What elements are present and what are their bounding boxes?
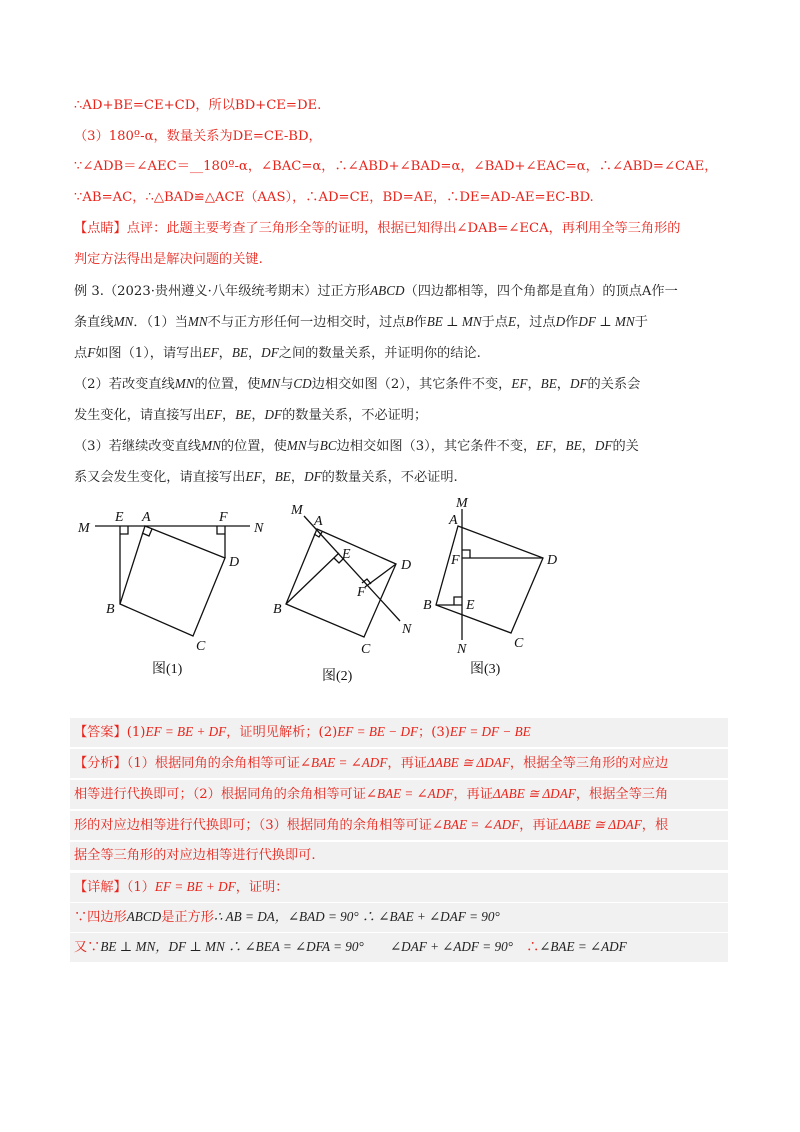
fig2-label-m: M: [291, 503, 303, 518]
fig3-right-angle-f: [462, 550, 470, 558]
fig1-label-m: M: [78, 521, 90, 536]
fig1-label-b: B: [106, 602, 115, 617]
solution-line-1: ∴AD+BE=CE+CD，所以BD+CE=DE.: [74, 98, 322, 113]
comment-line-2: 判定方法得出是解决问题的关键.: [74, 252, 263, 267]
solution-line-4: ∵AB=AC，∴△BAD≌△ACE（AAS），∴AD=CE，BD=AE，∴DE=AD-AE=EC-BD.: [74, 190, 594, 205]
fig1-label-f: F: [219, 510, 228, 525]
problem-line-5: 发生变化，请直接写出EF，BE，DF的数量关系，不必证明；: [74, 407, 428, 423]
fig2-label-a: A: [314, 514, 323, 529]
fig2-label-b: B: [273, 602, 282, 617]
solution-line-3: ∵∠ADB＝∠AEC＝__180º-α，∠BAC=α，∴∠ABD+∠BAD=α，∠BAD+∠EAC=α，∴∠ABD=∠CAE，: [74, 159, 718, 174]
fig3-label-e: E: [466, 598, 475, 613]
fig1-square: [120, 526, 225, 636]
fig2-label-n: N: [402, 622, 412, 637]
fig1-right-angle-f: [217, 526, 225, 534]
fig3-label-n: N: [457, 642, 467, 657]
fig2-line-mn: [304, 516, 400, 621]
problem-line-6: （3）若继续改变直线MN的位置，使MN与BC边相交如图（3），其它条件不变，EF，BE，DF的关: [74, 438, 639, 454]
fig1-caption: 图(1): [152, 662, 183, 677]
fig2-be: [286, 553, 339, 604]
problem-line-2: 条直线MN．（1）当MN不与正方形任何一边相交时，过点B作BE ⊥ MN于点E，过点D作DF ⊥ MN于: [74, 314, 648, 330]
fig2-right-angle-f: [362, 579, 371, 584]
fig3-right-angle-e: [454, 597, 462, 605]
fig1-right-angle-e: [120, 526, 128, 534]
analysis-line-3: 形的对应边相等进行代换即可；（3）根据同角的余角相等可证∠BAE = ∠ADF，再证ΔABE ≅ ΔDAF，根: [70, 811, 728, 840]
detail-line-2: ∵四边形ABCD是正方形∴ AB = DA，∠BAD = 90° ∴ ∠BAE + ∠DAF = 90°: [70, 903, 728, 932]
detail-line-3: 又∵BE ⊥ MN，DF ⊥ MN ∴ ∠BEA = ∠DFA = 90° ∠DAF + ∠ADF = 90° ∴∠BAE = ∠ADF: [70, 933, 728, 962]
fig2-label-e: E: [342, 547, 351, 562]
fig3-label-d: D: [547, 553, 558, 568]
fig1-label-a: A: [142, 510, 151, 525]
fig2-caption: 图(2): [322, 669, 353, 684]
fig3-caption: 图(3): [470, 662, 501, 677]
fig1-label-e: E: [115, 510, 124, 525]
solution-line-2: （3）180º-α，数量关系为DE=CE-BD，: [74, 129, 322, 144]
problem-line-3: 点F如图（1），请写出EF，BE，DF之间的数量关系，并证明你的结论.: [74, 345, 481, 361]
fig2-label-c: C: [361, 642, 371, 657]
problem-line-1: 例 3.（2023·贵州遵义·八年级统考期末）过正方形ABCD（四边都相等，四个角都是直角）的顶点A作一: [74, 283, 678, 299]
fig2-square: [286, 529, 396, 637]
fig1-label-c: C: [196, 639, 206, 654]
fig3-label-c: C: [514, 636, 524, 651]
detail-line-1: 【详解】（1）EF = BE + DF，证明：: [70, 873, 728, 902]
fig3-label-f: F: [451, 553, 460, 568]
comment-line-1: 【点睛】点评：此题主要考查了三角形全等的证明，根据已知得出∠DAB=∠ECA，再利用全等三角形的: [74, 221, 681, 236]
geometry-figures: [0, 495, 800, 695]
fig3-label-m: M: [456, 496, 468, 511]
fig3-square: [436, 526, 543, 633]
fig1-label-d: D: [229, 555, 240, 570]
fig2-label-d: D: [401, 558, 412, 573]
answer-line: 【答案】(1)EF = BE + DF，证明见解析；(2)EF = BE − DF；(3)EF = DF − BE: [70, 718, 728, 747]
fig1-label-n: N: [254, 521, 264, 536]
problem-line-4: （2）若改变直线MN的位置，使MN与CD边相交如图（2），其它条件不变，EF，BE，DF的关系会: [74, 376, 641, 392]
problem-line-7: 系又会发生变化，请直接写出EF，BE，DF的数量关系，不必证明.: [74, 469, 458, 485]
analysis-line-4: 据全等三角形的对应边相等进行代换即可.: [70, 842, 728, 870]
analysis-line-1: 【分析】（1）根据同角的余角相等可证∠BAE = ∠ADF，再证ΔABE ≅ ΔDAF，根据全等三角形的对应边: [70, 749, 728, 778]
fig2-label-f: F: [357, 585, 366, 600]
analysis-line-2: 相等进行代换即可；（2）根据同角的余角相等可证∠BAE = ∠ADF，再证ΔABE ≅ ΔDAF，根据全等三角: [70, 780, 728, 809]
fig3-label-a: A: [449, 513, 458, 528]
fig3-label-b: B: [423, 598, 432, 613]
